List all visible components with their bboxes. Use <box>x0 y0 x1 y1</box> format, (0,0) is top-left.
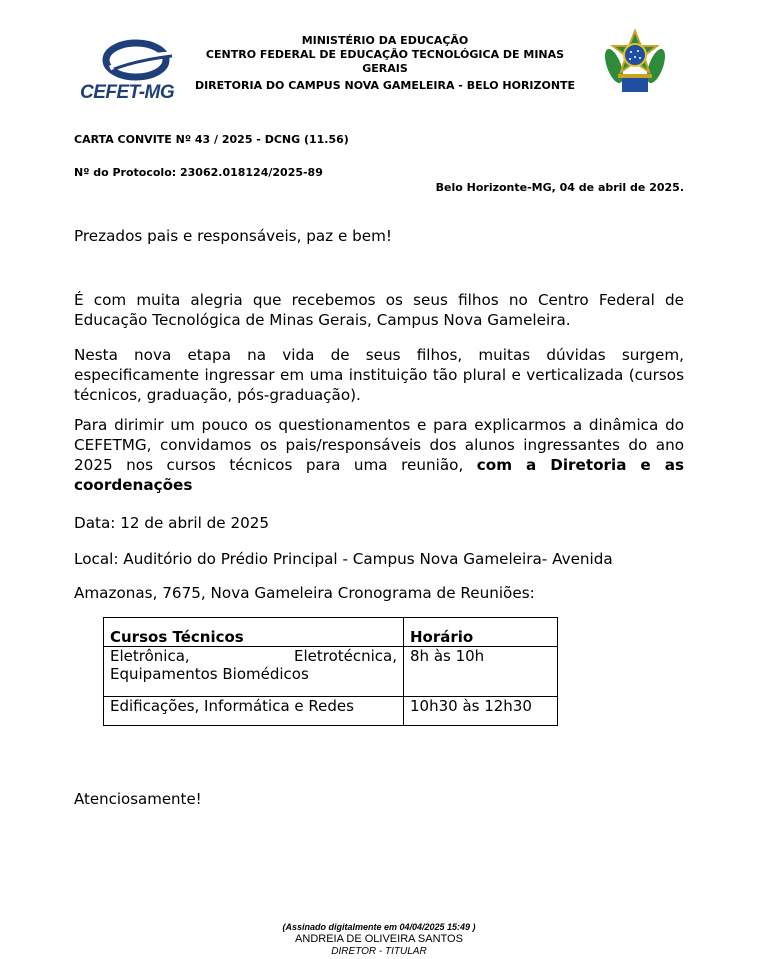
column-header-time: Horário <box>404 618 558 647</box>
course-name: Equipamentos Biomédicos <box>110 665 309 683</box>
course-cell: Edificações, Informática e Redes <box>104 697 404 726</box>
course-cell <box>104 647 404 697</box>
meeting-location: Local: Auditório do Prédio Principal - Campus Nova Gameleira- Avenida <box>74 550 613 568</box>
protocol-number: Nº do Protocolo: 23062.018124/2025-89 <box>74 166 323 179</box>
table-row <box>104 647 558 697</box>
invitation-emphasis: com a Diretoria e as coordenações <box>74 456 684 494</box>
meeting-address: Amazonas, 7675, Nova Gameleira Cronograma de Reuniões: <box>74 584 535 602</box>
place-date: Belo Horizonte-MG, 04 de abril de 2025. <box>435 181 684 194</box>
table-row <box>104 697 558 726</box>
invitation-text: Para dirimir um pouco os questionamentos e para explicarmos a dinâmica do CEFETMG, convidamos os pais/responsáveis dos alunos ingressantes do ano 2025 nos cursos técnicos para uma reunião, <box>74 416 684 474</box>
schedule-table <box>103 617 558 726</box>
cefet-swoosh-icon <box>80 38 180 84</box>
institution-header <box>186 34 584 93</box>
paragraph-invitation <box>74 415 684 495</box>
paragraph-welcome: É com muita alegria que recebemos os seus filhos no Centro Federal de Educação Tecnológica de Minas Gerais, Campus Nova Gameleira. <box>74 291 684 329</box>
time-cell: 10h30 às 12h30 <box>404 697 558 726</box>
logo-text: CEFET-MG <box>80 82 175 103</box>
brazil-coat-of-arms-icon <box>600 28 670 98</box>
paragraph-new-stage: Nesta nova etapa na vida de seus filhos, muitas dúvidas surgem, especificamente ingressar em uma instituição tão plural e verticalizada (cursos técnicos, graduação, pós-graduação). <box>74 346 684 404</box>
letter-reference: CARTA CONVITE Nº 43 / 2025 - DCNG (11.56) <box>74 133 349 146</box>
signer-name: ANDREIA DE OLIVEIRA SANTOS <box>295 933 463 945</box>
course-name: Eletrônica, <box>110 647 190 665</box>
header-ministry: MINISTÉRIO DA EDUCAÇÃO <box>301 34 469 47</box>
table-header-row <box>104 618 558 647</box>
header-center: CENTRO FEDERAL DE EDUCAÇÃO TECNOLÓGICA DE MINAS <box>205 48 565 61</box>
meeting-date: Data: 12 de abril de 2025 <box>74 514 270 532</box>
course-name: Eletrotécnica, <box>293 647 397 665</box>
header-campus: DIRETORIA DO CAMPUS NOVA GAMELEIRA - BELO HORIZONTE <box>194 79 576 92</box>
greeting: Prezados pais e responsáveis, paz e bem! <box>74 227 393 245</box>
signer-role: DIRETOR - TITULAR <box>331 946 427 957</box>
cefet-logo <box>80 38 180 103</box>
closing: Atenciosamente! <box>74 790 202 808</box>
time-cell: 8h às 10h <box>404 647 558 697</box>
column-header-courses: Cursos Técnicos <box>104 618 404 647</box>
header-center-cont: GERAIS <box>362 62 408 75</box>
digital-signature-note: (Assinado digitalmente em 04/04/2025 15:49 ) <box>282 922 476 932</box>
